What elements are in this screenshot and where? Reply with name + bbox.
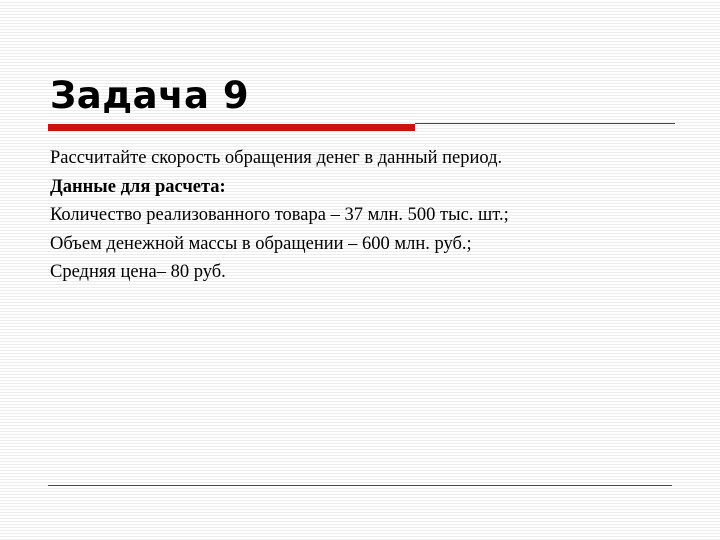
data-line-average-price: Средняя цена– 80 руб. (50, 262, 226, 282)
title-accent-bar (48, 124, 415, 131)
slide-title: Задача 9 (50, 74, 250, 117)
footer-rule (48, 485, 672, 486)
data-line-money-supply: Объем денежной массы в обращении – 600 млн. руб.; (50, 233, 472, 254)
task-instruction: Рассчитайте скорость обращения денег в данный период. (50, 148, 503, 168)
slide-body (50, 144, 690, 287)
data-line-goods-quantity: Количество реализованного товара – 37 млн. 500 тыс. шт.; (50, 205, 509, 225)
title-underline (415, 123, 675, 124)
data-heading: Данные для расчета: (50, 176, 226, 197)
